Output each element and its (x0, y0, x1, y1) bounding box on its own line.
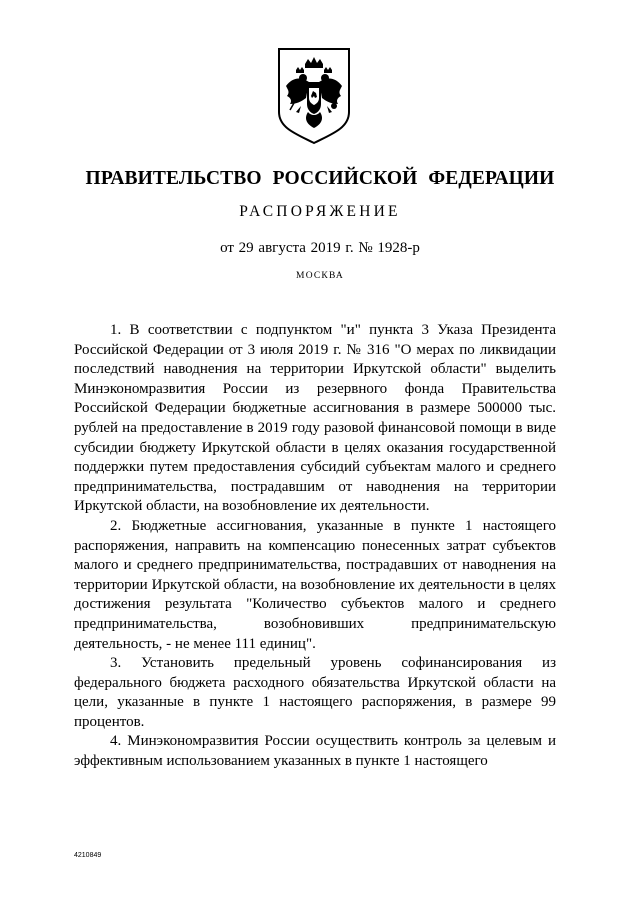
document-code: 4210849 (74, 852, 102, 859)
government-title: ПРАВИТЕЛЬСТВО РОССИЙСКОЙ ФЕДЕРАЦИИ (85, 168, 555, 189)
paragraph-3: 3. Установить предельный уровень софинансирования из федерального бюджета расходного обязательства Иркутской области на цели, указанные в пункте 1 настоящего распоряжения, в размере 99 процентов. (74, 655, 556, 730)
paragraph-4: 4. Минэкономразвития России осуществить контроль за целевым и эффективным использованием указанных в пункте 1 настоящего (74, 733, 556, 770)
coat-of-arms-icon (276, 46, 352, 146)
paragraph-2: 2. Бюджетные ассигнования, указанные в пункте 1 настоящего распоряжения, направить на компенсацию понесенных затрат субъектов малого и среднего предпринимательства, пострадавших от наводнения на территории Иркутской области, на возобновление их деятельности в целях достижения результата "Количество субъектов малого и среднего предпринимательства, возобновивших предпринимательскую деятельность, - не менее 111 единиц". (74, 517, 556, 652)
document-body (74, 321, 556, 772)
date-and-number: от 29 августа 2019 г. № 1928-р (220, 240, 420, 256)
document-type: РАСПОРЯЖЕНИЕ (239, 203, 401, 220)
paragraph-1: 1. В соответствии с подпунктом "и" пункта 3 Указа Президента Российской Федерации от 3 июля 2019 г. № 316 "О мерах по ликвидации последствий наводнения на территории Иркутской области" выделить Минэкономразвития России из резервного фонда Правительства Российской Федерации бюджетные ассигнования в размере 500000 тыс. рублей на предоставление в 2019 году разовой финансовой помощи в виде субсидии бюджету Иркутской области в целях оказания государственной поддержки путем предоставления субсидий субъектам малого и среднего предпринимательства, пострадавшим от наводнения на территории Иркутской области, на возобновление их деятельности. (74, 322, 556, 515)
city: МОСКВА (296, 271, 344, 281)
